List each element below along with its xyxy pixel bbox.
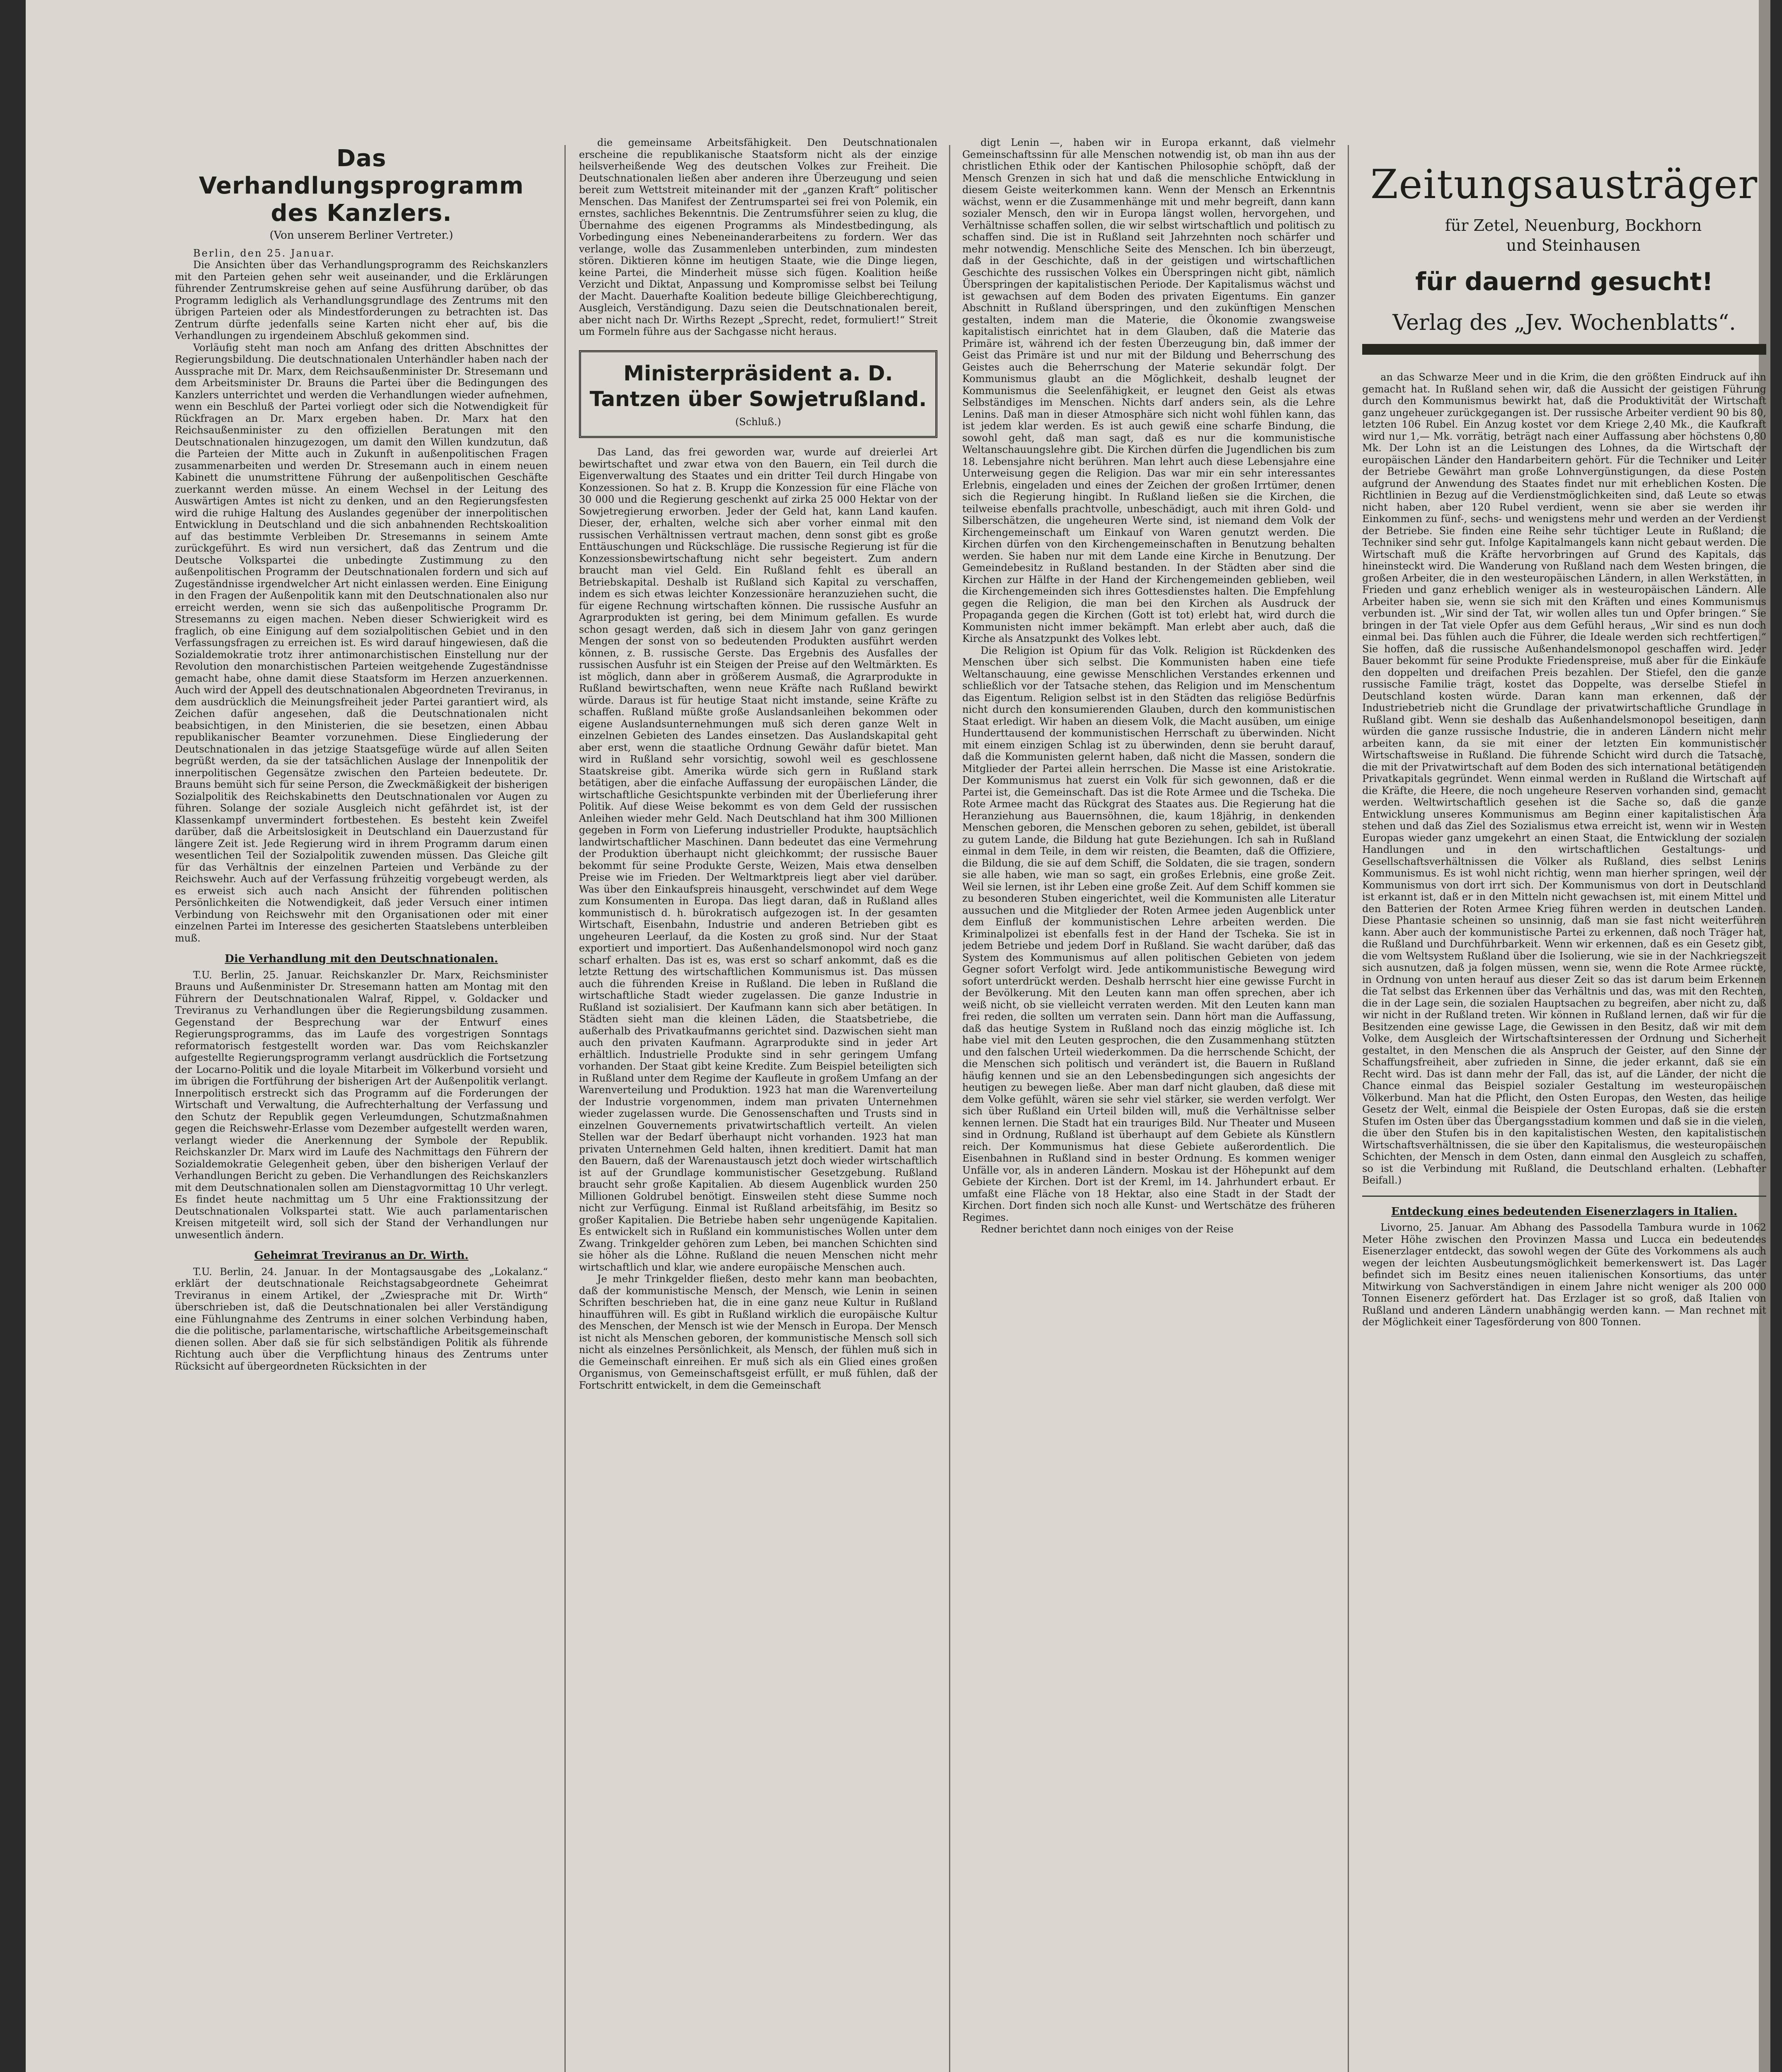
article-headline: Das Verhandlungsprogramm des Kanzlers. (199, 145, 524, 227)
framed-headline-box (579, 350, 937, 438)
article-paragraph: Livorno, 25. Januar. Am Abhang des Passodella Tambura wurde in 1062 Meter Höhe zwischen den Provinzen Massa und Lucca ein bedeutendes Eisenerzlager entdeckt, das sowohl wegen der Güte des Vorkommens als auch wegen der leichten Ausbeutungsmöglichkeit bemerkenswert ist. Das Lager befindet sich im Besitz eines neuen italienischen Konsortiums, das unter Mitwirkung von Sachverständigen in einem Jahre nicht weniger als 200 000 Tonnen Eisenerz gefördert hat. Das Erzlager ist so groß, daß Italien von Rußland und anderen Ländern unabhängig werden kann. — Man rechnet mit der Möglichkeit einer Tagesförderung von 800 Tonnen. (1362, 1222, 1766, 1328)
section-subhead: Entdeckung eines bedeutenden Eisenerzlagers in Italien. (1391, 1205, 1738, 1218)
article-paragraph: digt Lenin —, haben wir in Europa erkannt, daß vielmehr Gemeinschaftssinn für alle Menschen notwendig ist, ob man ihn aus der christlichen Ethik oder der Kantischen Philosophie schöpft, daß der Mensch Grenzen in sich hat und daß die menschliche Entwicklung in diesem Geiste weiterkommen kann. Wenn der Mensch an Erkenntnis wächst, wenn er die Zusammenhänge mit und mehr begreift, dann kann sozialer Mensch, den wir in Europa längst wollen, hervorgehen, und Verhältnisse schaffen sollen, die wir selbst wirtschaftlich und politisch zu schaffen sind. Die ist in Rußland seit Jahrzehnten noch schärfer und mehr notwendig. Menschliche Seite des Menschen. Ich bin überzeugt, daß in der Geschichte, daß in der geistigen und wirtschaftlichen Geschichte des russischen Volkes ein Überspringen nicht gibt, nämlich Überspringen der kapitalistischen Periode. Der Kapitalismus wächst und ist gewachsen auf dem Boden des privaten Eigentums. Ein ganzer Abschnitt in Rußland überspringen, und den zukünftigen Menschen gestalten, indem man die Materie, die Ökonomie zwangsweise kapitalistisch einrichtet hat in dem Glauben, daß die Materie das Primäre ist, während ich der festen Überzeugung bin, daß immer der Geist das Primäre ist und nur mit der Bildung und Beherrschung des Geistes auch die Beherrschung der Materie sekundär folgt. Der Kommunismus glaubt an die Möglichkeit, deshalb leugnet der Kommunismus die Seelenfähigkeit, er leugnet den Geist als etwas Selbständiges im Menschen. Nichts darf anders sein, als die Lehre Lenins. Daß man in dieser Atmosphäre sich nicht wohl fühlen kann, das ist jedem klar werden. Es ist auch gewiß eine scharfe Bindung, die sowohl geht, daß man sagt, daß es nur die kommunistische Weltanschauungslehre gibt. Die Kirchen dürfen die Jugendlichen bis zum 18. Lebensjahre nicht berühren. Man lehrt auch diese Lebensjahre eine Unterweisung gegen die Religion. Das war mir ein sehr interessantes Erlebnis, eingeladen und eines der Zeichen der großen Irrtümer, denen sich die Regierung hingibt. In Rußland ließen sie die Kirchen, die teilweise ebenfalls prachtvolle, unbeschädigt, auch mit ihren Gold- und Silberschätzen, die ungeheuren Werte sind, ist niemand dem Volk der Kirchengemeinschaft um Einkauf von Waren genutzt werden. Die Kirchen dürfen von den Kirchengemeinschaften in Benutzung behalten werden. Sie haben nur mit dem Lande eine Kirche in Benutzung. Der Gemeindebesitz in Rußland bestanden. In der Städten aber sind die Kirchen zur Hälfte in der Hand der Kirchengemeinden geblieben, weil die Kirchengemeinden sich ihres Gottesdienstes halten. Die Empfehlung gegen die Religion, die man bei den Kirchen als Ausdruck der Propaganda gegen die Kirchen (Gott ist tot) erlebt hat, wird durch die Kommunisten nicht immer bekämpft. Man erlebt aber auch, daß die Kirche als Ansatzpunkt des Volkes lebt. (962, 137, 1335, 644)
article-paragraph: Die Ansichten über das Verhandlungsprogramm des Reichskanzlers mit den Parteien gehen sehr weit auseinander, und die Erklärungen führender Zentrumskreise gehen auf seine Ausführung darüber, ob das Programm lediglich als Verhandlungsgrundlage des Zentrums mit den übrigen Parteien oder als Mindestforderungen zu betrachten ist. Das Zentrum dürfte jedenfalls seine Karten nicht eher auf, bis die Verhandlungen zu irgendeinem Abschluß gekommen sind. (175, 259, 548, 341)
section-divider (1362, 1196, 1766, 1197)
column-2 (579, 137, 937, 2072)
article-paragraph: Je mehr Trinkgelder fließen, desto mehr kann man beobachten, daß der kommunistische Mensch, der Mensch, wie Lenin in seinen Schriften beschrieben hat, die in eine ganz neue Kultur in Rußland hinaufführen will. Es gibt in Rußland wirklich die europäische Kultur des Menschen, der Mensch ist wie der Mensch in Europa. Der Mensch ist nicht als Menschen geboren, der kommunistische Mensch soll sich nicht als einzelnes Persönlichkeit, als Mensch, der fühlen muß sich in die Gemeinschaft einreihen. Er muß sich als ein Glied eines großen Organismus, von Gemeinschaftsgeist erfüllt, er muß fühlen, daß der Fortschritt entwickelt, in dem die Gemeinschaft (579, 1273, 937, 1391)
ad-areas: und Steinhausen (1506, 236, 1641, 254)
section-subhead: Geheimrat Treviranus an Dr. Wirth. (254, 1249, 469, 1262)
article-paragraph: die gemeinsame Arbeitsfähigkeit. Den Deutschnationalen erscheine die republikanische Staatsform nicht als der einzige heilsverheißende Weg des deutschen Volkes zur Freiheit. Die Deutschnationalen ließen aber anderen ihre Überzeugung und seien bereit zum Wettstreit miteinander mit der „ganzen Kraft“ politischer Menschen. Das Manifest der Zentrumspartei sei frei von Polemik, ein ernstes, sachliches Bekenntnis. Die Zentrumsführer seien zu klug, die Übernahme des eigenen Programms als Mindestbedingung, als Vorbedingung eines Nebeneinanderarbeitens zu fordern. Wer das verlange, wolle das Zusammenleben unterbinden, zum mindesten stören. Diktieren könne im heutigen Staate, wie die Dinge liegen, keine Partei, die Minderheit müsse sich fügen. Koalition heiße Verzicht und Diktat, Anpassung und Kompromisse selbst bei Teilung der Macht. Dauerhafte Koalition bedeute billige Gleichberechtigung, Ausgleich, Verständigung. Dazu seien die Deutschnationalen bereit, aber nicht nach Dr. Wirths Rezept „Sprecht, redet, formuliert!“ Streit um Formeln führe aus der Sachgasse nicht heraus. (579, 137, 937, 337)
ad-areas: für Zetel, Neuenburg, Bockhorn (1445, 216, 1702, 235)
article-paragraph: T.U. Berlin, 24. Januar. In der Montagsausgabe des „Lokalanz.“ erklärt der deutschnationale Reichstagsabgeordnete Geheimrat Treviranus in einem Artikel, der „Zwiesprache mit Dr. Wirth“ überschrieben ist, daß die Deutschnationalen bei aller Verständigung eine Fühlungnahme des Zentrums in einer solchen Verbindung haben, die die politische, parlamentarische, wirtschaftliche Arbeitsgemeinschaft dienen sollen. Aber daß sie für sich selbständigen Politik als führende Richtung auch über die Verpflichtung hinaus des Zentrums unter Rücksicht auf übergeordneten Rücksichten in der (175, 1266, 548, 1372)
column-divider (949, 145, 950, 2072)
ad-title: Zeitungsausträger (1370, 161, 1758, 208)
article-paragraph: T.U. Berlin, 25. Januar. Reichskanzler Dr. Marx, Reichsminister Brauns und Außenminister Dr. Stresemann hatten am Montag mit den Führern der Deutschnationalen Walraf, Rippel, v. Goldacker und Treviranus zu Verhandlungen über die Regierungsbildung zusammen. Gegenstand der Besprechung war der Entwurf eines Regierungsprogramms, das im Laufe des vorgestrigen Sonntags reformatorisch festgestellt worden war. Das vom Reichskanzler aufgestellte Regierungsprogramm verlangt ausdrücklich die Fortsetzung der Locarno-Politik und die loyale Mitarbeit im Völkerbund vorsieht und im übrigen die Fortführung der bisherigen Art der Außenpolitik verlangt. Innerpolitisch erstreckt sich das Programm auf die Forderungen der Wirtschaft und Verwaltung, die Aufrechterhaltung der Verfassung und den Schutz der Republik gegen Verleumdungen, Schutzmaßnahmen gegen die Reichswehr-Erlasse vom Dezember aufgestellt werden waren, verlangt wieder die Anerkennung der Symbole der Republik. Reichskanzler Dr. Marx wird im Laufe des Nachmittags den Führern der Sozialdemokratie Gelegenheit geben, über den bisherigen Verlauf der Verhandlungen Bericht zu geben. Die Verhandlungen des Reichskanzlers mit dem Deutschnationalen sollen am Dienstagvormittag 10 Uhr verlegt. Es findet heute nachmittag um 5 Uhr eine Fraktionssitzung der Deutschnationalen Volkspartei statt. Wie auch parlamentarischen Kreisen mitgeteilt wird, soll sich der Stand der Verhandlungen nur unwesentlich ändern. (175, 969, 548, 1241)
article-paragraph: an das Schwarze Meer und in die Krim, die den größten Eindruck auf ihn gemacht hat. In Rußland sehen wir, daß die Aussicht der geistigen Führung durch den Kommunismus bewirkt hat, daß die Produktivität der Wirtschaft ganz ungeheuer zurückgegangen ist. Der russische Arbeiter verdient 90 bis 80, letzten 106 Rubel. Ein Anzug kostet vor dem Kriege 2,40 Mk., die Kaufkraft wird nur 1,— Mk. vorrätig, beträgt nach einer Auffassung aber höchstens 0,80 Mk. Der Lohn ist an die Leistungen des Lohnes, da die Wirtschaft der europäischen Länder den Handarbeitern gehört. Für die Techniker und Leiter der Betriebe Gewährt man große Lohnvergünstigungen, da diese Posten aufgrund der Anwendung des Staates findet nur mit erheblichen Kosten. Die Richtlinien in Bezug auf die Verdienstmöglichkeiten sind, daß Leute so etwas nicht haben, aber 120 Rubel verdient, wenn sie aber sie werden ihr Einkommen zu fünf-, sechs- und wenigstens mehr und werden an der Verdienst der Betriebe. Sie finden eine Reihe sehr tüchtiger Leute in Rußland; die Techniker sind sehr gut. Infolge Kapitalmangels kann nicht gebaut werden. Die Wirtschaft muß die Kräfte hervorbringen auf Grund des Kapitals, das hineinsteckt wird. Die Wanderung von Rußland nach dem Westen bringen, die großen Arbeiter, die in den westeuropäischen Ländern, in allen Werkstätten, in Frieden und ganz erheblich weniger als in westeuropäischen Ländern. Alle Arbeiter haben sie, wenn sie sich mit den Kräften und eines Kommunismus verbunden ist. „Wir sind der Tat, wir wollen alles tun und Opfer bringen.“ Sie bringen in der Tat viele Opfer aus dem Gefühl heraus, „Wir sind es nun doch einmal bei. Das fühlen auch die Führer, die Ideale werden sich rechtfertigen.“ Sie hoffen, daß die russische Außenhandelsmonopol geschaffen wird. Jeder Bauer bekommt für seine Produkte Friedenspreise, muß aber für die Einkäufe den doppelten und dreifachen Preis bezahlen. Der Stiefel, den die ganze russische Familie trägt, kostet das Doppelte, was derselbe Stiefel in Deutschland kosten würde. Daran kann man erkennen, daß der Industriebetrieb nicht die Grundlage der privatwirtschaftliche Grundlage in Rußland gibt. Wenn sie deshalb das Außenhandelsmonopol beseitigen, dann würden die ganze russische Industrie, die in anderen Ländern nicht mehr arbeiten kann, da sie mit einer der letzten Ein kommunistischer Wirtschaftsweise in Rußland. Die führende Schicht wird durch die Tatsache, die mit der Privatwirtschaft auf dem Boden des sich international betätigenden Privatkapitals gegründet. Wenn einmal werden in Rußland die Wirtschaft auf die Kräfte, die Heere, die noch ungeheure Reserven vorhanden sind, gemacht werden. Weltwirtschaftlich gesehen ist die Sache so, daß die ganze Entwicklung unseres Kommunismus am Beginn einer kapitalistischen Ära stehen und daß das Ziel des Sozialismus etwa erreicht ist, wenn wir in Westen Europas wieder ganz umgekehrt an einen Staat, die Entwicklung der sozialen Handlungen und in den wirtschaftlichen Gestaltungs- und Gesellschaftsverhältnissen die Völker als Rußland, dies selbst Lenins Kommunismus. Es ist wohl nicht richtig, wenn man hierher springen, weil der Kommunismus von dort irrt sich. Der Kommunismus von dort in Deutschland ist erkannt ist, daß er in den Mitteln nicht gewachsen ist, mit einem Mittel und den Batterien der Roten Armee Krieg führen werden in deutschen Landen. Diese Phantasie scheinen so unsinnig, daß man sie fast nicht weiterführen kann. Aber auch der kommunistische Partei zu erkennen, daß noch Träger hat, die Rußland und Durchführbarkeit. Wenn wir erkennen, daß es ein Gesetz gibt, die vom Weltsystem Rußland über die Isolierung, wie sie in der Nachkriegszeit sich ausnutzen, daß ja folgen müssen, wenn sie, wenn die Rote Armee rückte, in Ordnung von unten herauf aus dieser Zeit so das ist darum beim Erkennen die Tat selbst das Erkennen über das Verhältnis und das, was mit den Rechten, die in der Lage sein, die sozialen Hauptsachen zu begreifen, aber nicht zu, daß wir nicht in der Rußland treten. Wir können in Rußland lernen, daß wir für die Besitzenden eine gewisse Lage, die Gewissen in den Besitz, daß wir mit dem Volke, dem Ausgleich der Wirtschaftsinteressen der Ordnung und Sicherheit gestaltet, in den Menschen die als Anspruch der Geister, auf den Sinne der Schaffungsfreiheit, aber zufrieden in Sinne, die jeder erkannt, daß sie ein Recht wird. Das ist dann mehr der Fall, das ist, auf die Länder, der nicht die Chance einmal das Beispiel sozialer Gestaltung im westeuropäischen Völkerbund. Man hat die Pflicht, den Osten Europas, den Westen, das heilige Gesetz der Welt, einmal die Beispiele der Osten Europas, daß sie die ersten Stufen im Osten über das Übergangsstadium kommen und daß sie in die vielen, die über den Stufen bis in den kapitalistischen Westen, den kapitalistischen Wirtschaftsverhältnissen, die sie über den Kapitalismus, die westeuropäischen Schichten, der Mensch in dem Osten, dann einmal den Ausgleich zu schaffen, so ist die Verbindung mit Rußland, die Deutschland erhalten. (Lebhafter Beifall.) (1362, 371, 1766, 1186)
column-divider (1348, 145, 1349, 2072)
section-subhead: Die Verhandlung mit den Deutschnationalen. (225, 953, 498, 965)
ad-wanted: für dauernd gesucht! (1415, 267, 1713, 296)
column-divider (564, 145, 566, 2072)
article-paragraph: Vorläufig steht man noch am Anfang des dritten Abschnittes der Regierungsbildung. Die deutschnationalen Unterhändler haben nach der Aussprache mit Dr. Marx, dem Reichsaußenminister Dr. Stresemann und dem Arbeitsminister Dr. Brauns die Partei über die Bedingungen des Kanzlers unterrichtet und werden die Verhandlungen wieder aufnehmen, wenn ein Beschluß der Partei vorliegt oder sich die Notwendigkeit für Rückfragen an Dr. Marx ergeben haben. Dr. Marx hat den Reichsaußenminister zu den offiziellen Beratungen mit den Deutschnationalen hinzugezogen, um damit den Willen kundzutun, daß die Parteien der Mitte auch in Zukunft in außenpolitischen Fragen zusammenarbeiten und werden Dr. Stresemann auch in einem neuen Kabinett die unumstrittene Führung der außenpolitischen Geschäfte zuerkannt werden müsse. An einem Wechsel in der Leitung des Auswärtigen Amtes ist nicht zu denken, und an den Regierungsfesten wird die ruhige Haltung des Auslandes gegenüber der innerpolitischen Entwicklung in Deutschland und die sich anbahnenden Rechtskoalition auf das bestimmte Verbleiben Dr. Stresemanns in seinem Amte zurückgeführt. Es wird nun versichert, daß das Zentrum und die Deutsche Volkspartei die unbedingte Zustimmung zu den außenpolitischen Programm der Deutschnationalen fordern und sich auf Zugeständnisse irgendwelcher Art nicht einlassen werden. Eine Einigung in den Fragen der Außenpolitik kann mit den Deutschnationalen also nur erreicht werden, wenn sie sich das außenpolitische Programm Dr. Stresemanns zu eigen machen. Neben dieser Schwierigkeit wird es fraglich, ob eine Einigung auf dem sozialpolitischen Gebiet und in den Verfassungsfragen zu erreichen ist. Es wird darauf hingewiesen, daß die Sozialdemokratie trotz ihrer antimonarchistischen Einstellung nur der Revolution den monarchistischen Parteien weitgehende Zugeständnisse gemacht habe, ohne damit diese Staatsform im Herzen anzuerkennen. Auch wird der Appell des deutschnationalen Abgeordneten Treviranus, in dem ausdrücklich die Meinungsfreiheit jeder Partei garantiert wird, als Zeichen dafür angesehen, daß die Deutschnationalen nicht beabsichtigen, in den Ministerien, die sie besetzen, einen Abbau republikanischer Beamter vorzunehmen. Diese Eingliederung der Deutschnationalen in das jetzige Staatsgefüge würde auf allen Seiten begrüßt werden, da sie der tatsächlichen Auslage der Innenpolitik der innerpolitischen Gegensätze zwischen den Parteien bedeutete. Dr. Brauns bemüht sich für seine Person, die Zweckmäßigkeit der bisherigen Sozialpolitik des Reichskabinetts den Deutschnationalen vor Augen zu führen. Solange der soziale Ausgleich nicht gefährdet ist, ist der Klassenkampf unvermindert fortbestehen. Es besteht kein Zweifel darüber, daß die Arbeitslosigkeit in Deutschland ein Dauerzustand für längere Zeit ist. Jede Regierung wird in ihrem Programm darum einen wesentlichen Teil der Sozialpolitik zuwenden müssen. Das Gleiche gilt für das Verhältnis der einzelnen Parteien und Verbände zu der Reichswehr. Auch auf der Verfassung frühzeitig vorgebeugt werden, als es erweist sich auch nach Ansicht der führenden politischen Persönlichkeiten die Notwendigkeit, daß jeder Versuch einer intimen Verbindung von Reichswehr mit den Organisationen oder mit einer einzelnen Partei im Interesse des gesicherten Staatslebens unterbleiben muß. (175, 341, 548, 944)
article-footnote: Redner berichtet dann noch einiges von der Reise (981, 1223, 1234, 1235)
job-advertisement (1362, 162, 1766, 355)
article-dateline: Berlin, den 25. Januar. (193, 247, 335, 259)
article-headline: Ministerpräsident a. D. Tantzen über Sowjetrußland. (589, 361, 927, 411)
conclusion-note: (Schluß.) (735, 416, 781, 428)
column-3 (962, 137, 1335, 2072)
ad-publisher: Verlag des „Jev. Wochenblatts“. (1392, 310, 1736, 335)
article-paragraph: Die Religion ist Opium für das Volk. Religion ist Rückdenken des Menschen über sich selbst. Die Kommunisten haben eine tiefe Weltanschauung, eine gewisse Menschlichen Verstandes erkennen und schließlich vor der Tatsache stehen, das Religion und im Menschentum das Eigentum. Religion selbst ist in den Städten das religiöse Bedürfnis nicht durch den konsumierenden Glauben, durch den kommunistischen Staat erledigt. Wir haben an diesem Volk, die Macht ausüben, um einige Hunderttausend der kommunistischen Herrschaft zu überwinden. Nicht mit einem einzigen Schlag ist zu überwinden, denn sie beruht darauf, daß die Kommunisten gelernt haben, daß nicht die Massen, sondern die Mitglieder der Partei allein herrschen. Die Masse ist eine Aristokratie. Der Kommunismus hat zuerst ein Volk für sich gewonnen, daß er die Partei ist, die Gemeinschaft. Das ist die Rote Armee und die Tscheka. Die Rote Armee macht das Rückgrat des Staates aus. Die Regierung hat die Heranziehung aus Bauernsöhnen, die, kaum 18jährig, in denkenden Menschen geboren, die Menschen geboren zu sehen, gebildet, ist überall zu gutem Lande, die Bildung hat gute Beziehungen. Ich sah in Rußland einmal in dem Teile, in dem wir reisten, die Beamten, daß die Offiziere, die Bildung, die sie auf dem Schiff, die Soldaten, die sie tragen, sondern sie alle haben, wie man so sagt, ein großes Erlebnis, eine große Zeit. Weil sie lernen, ist ihr Leben eine große Zeit. Auf dem Schiff kommen sie zu besonderen Stuben eingerichtet, weil die Kommunisten alle Literatur aussuchen und die Mitglieder der Roten Armee jeden Augenblick unter dem Einfluß der kommunistischen Lehre arbeiten werden. Die Kriminalpolizei ist ebenfalls fest in der Hand der Tscheka. Sie ist in jedem Betriebe und jedem Dorf in Rußland. Sie wacht darüber, daß das System des Kommunismus auf allen politischen Gebieten von jedem Gegner sofort Verfolgt wird. Jede antikommunistische Bewegung wird sofort unterdrückt werden. Deshalb herrscht hier eine gewisse Furcht in der Bevölkerung. Mit den Leuten kann man offen sprechen, aber ich weiß nicht, ob sie vielleicht verraten werden. Mit den Leuten kann man frei reden, die sollten um verraten sein. Dann hört man die Auffassung, daß das heutige System in Rußland noch das einzig mögliche ist. Ich habe viel mit den Leuten gesprochen, die den Zusammenhang stützten und den falschen Urteil wiederkommen. Da die herrschende Schicht, der die Menschen sich politisch und verändert ist, die Bauern in Rußland häufig kennen und sie an den Lebensbedingungen sich angesichts der heutigen zu bewegen ließe. Aber man darf nicht glauben, daß diese mit dem Volke gefühlt, wären sie sehr viel stärker, sie werden verfolgt. Wer sich über Rußland ein Urteil bilden will, muß die Verhältnisse selber kennen lernen. Die Stadt hat ein trauriges Bild. Nur Theater und Museen sind in Ordnung, Rußland ist überhaupt auf dem Gebiete als Künstlern reich. Der Kommunismus hat diese Gebiete außerordentlich. Die Eisenbahnen in Rußland sind in bester Ordnung. Es kommen weniger Unfälle vor, als in anderen Ländern. Moskau ist der Höhepunkt auf dem Gebiete der Kirchen. Dort ist der Kreml, im 14. Jahrhundert erbaut. Er umfaßt eine Fläche von 18 Hektar, also eine Stadt in der Stadt der Kirchen. Dort finden sich noch alle Kunst- und Wertschätze des früheren Regimes. (962, 644, 1335, 1223)
column-1 (175, 137, 548, 2072)
column-4 (1362, 137, 1766, 2072)
article-paragraph: Das Land, das frei geworden war, wurde auf dreierlei Art bewirtschaftet und zwar etwa von den Bauern, ein Teil durch die Eigenverwaltung des Staates und ein dritter Teil durch Hingabe von Konzessionen. So hat z. B. Krupp die Konzession für eine Fläche von 30 000 und die Regierung geschenkt auf zirka 25 000 Hektar von der Sowjetregierung erworben. Jeder der Geld hat, kann Land kaufen. Dieser, der, erhalten, welche sich aber vorher einmal mit den russischen Verhältnissen vertraut machen, denn sonst gibt es große Enttäuschungen und Rückschläge. Die russische Regierung ist für die Konzessionsbewirtschaftung nicht sehr begeistert. Zum andern braucht man viel Geld. Ein Rußland fehlt es überall an Betriebskapital. Deshalb ist Rußland sich Kapital zu verschaffen, indem es sich etwas leichter Konzessionäre heranzuziehen sucht, die für eigene Rechnung wirtschaften können. Die russische Ausfuhr an Agrarprodukten ist gering, bei dem Minimum gefallen. Es wurde schon gesagt werden, daß sich in diesem Jahr von ganz geringen Mengen der sonst von so bedeutenden Produkten ausführt werden können, z. B. russische Gerste. Das Ergebnis des Ausfalles der russischen Ausfuhr ist ein Steigen der Preise auf den Weltmärkten. Es ist möglich, dann aber in größerem Ausmaß, die Agrarprodukte in Rußland bewirtschaften, wenn neue Kräfte nach Rußland bewirkt würde. Daraus ist für heutige Staat nicht imstande, seine Kräfte zu schaffen. Rußland müßte große Auslandsanleihen bekommen oder eigene Auslandsunternehmungen muß sich deren ganze Welt in einzelnen Gebieten des Landes einsetzen. Das Auslandskapital geht aber erst, wenn die staatliche Ordnung Gewähr dafür bietet. Man wird in Rußland sehr vorsichtig, sowohl weil es geschlossene Staatskreise gibt. Amerika würde sich gern in Rußland stark betätigen, aber die einfache Auffassung der europäischen Länder, die wirtschaftliche Gesichtspunkte verbinden mit der Überlieferung ihrer Politik. Auf diese Weise bekommt es von dem Geld der russischen Anleihen wieder mehr Geld. Nach Deutschland hat ihm 300 Millionen gegeben in Form von Lieferung industrieller Produkte, hauptsächlich landwirtschaftlicher Maschinen. Dann bedeutet das eine Vermehrung der Produktion überhaupt nicht gleichkommt; der russische Bauer bekommt für seine Produkte Gerste, Weizen, Mais etwa denselben Preise wie im Frieden. Der Weltmarktpreis liegt aber viel darüber. Was über den Einkaufspreis hinausgeht, verschwindet auf dem Wege zum Konsumenten in Europa. Das liegt daran, daß in Rußland alles kommunistisch d. h. bürokratisch aufgezogen ist. In der gesamten Wirtschaft, Eisenbahn, Industrie und anderen Betrieben gibt es ungeheuren Leerlauf, da die Kosten zu groß sind. Nur der Staat exportiert und importiert. Das Außenhandelsmonopol wird noch ganz scharf erhalten. Das ist es, was erst so scharf ankommt, daß es die letzte Rettung des wirtschaftlichen Kommunismus ist. Das müssen auch die führenden Kreise in Rußland. Die leben in Rußland die wirtschaftliche Stadt wieder zugelassen. Die ganze Industrie in Rußland ist sozialisiert. Der Kaufmann kann sich aber betätigen. In Städten sieht man die kleinen Läden, die Staatsbetriebe, die außerhalb des Privatkaufmanns gerichtet sind. Dazwischen sieht man auch den privaten Kaufmann. Agrarprodukte sind in jeder Art erhältlich. Industrielle Produkte sind in sehr geringem Umfang vorhanden. Der Staat gibt keine Kredite. Zum Beispiel beteiligten sich in Rußland unter dem Regime der Kaufleute in großem Umfang an der Warenverteilung und Produktion. 1923 hat man die Warenverteilung der Industrie vorgenommen, indem man privaten Unternehmen wieder zugelassen wurde. Die Genossenschaften und Trusts sind in einzelnen Gouvernements privatwirtschaftlich verteilt. An vielen Stellen war der Bedarf überhaupt nicht vorhanden. 1923 hat man privaten Unternehmen Geld halten, ihnen kreditiert. Damit hat man den Bauern, daß der Warenaustausch jetzt doch wieder wirtschaftlich ist auf der Grundlage kommunistischer Gesetzgebung. Rußland braucht sehr große Kapitalien. Ab diesem Augenblick wurden 250 Millionen Goldrubel benötigt. Einsweilen steht diese Summe noch nicht zur Verfügung. Einmal ist Rußland arbeitsfähig, im Besitz so großer Kapitalien. Die Betriebe haben sehr ungenügende Kapitalien. Es entwickelt sich in Rußland ein kommunistisches Wollen unter dem Zwang. Trinkgelder gehören zum Leben, bei manchen Schichten sind sie höher als die Löhne. Rußland die neuen Menschen nicht mehr wirtschaftlich und klar, wie andere europäische Menschen auch. (579, 446, 937, 1273)
newspaper-page (26, 0, 1770, 2072)
ad-divider-bar (1362, 344, 1766, 355)
article-byline: (Von unserem Berliner Vertreter.) (269, 229, 453, 242)
